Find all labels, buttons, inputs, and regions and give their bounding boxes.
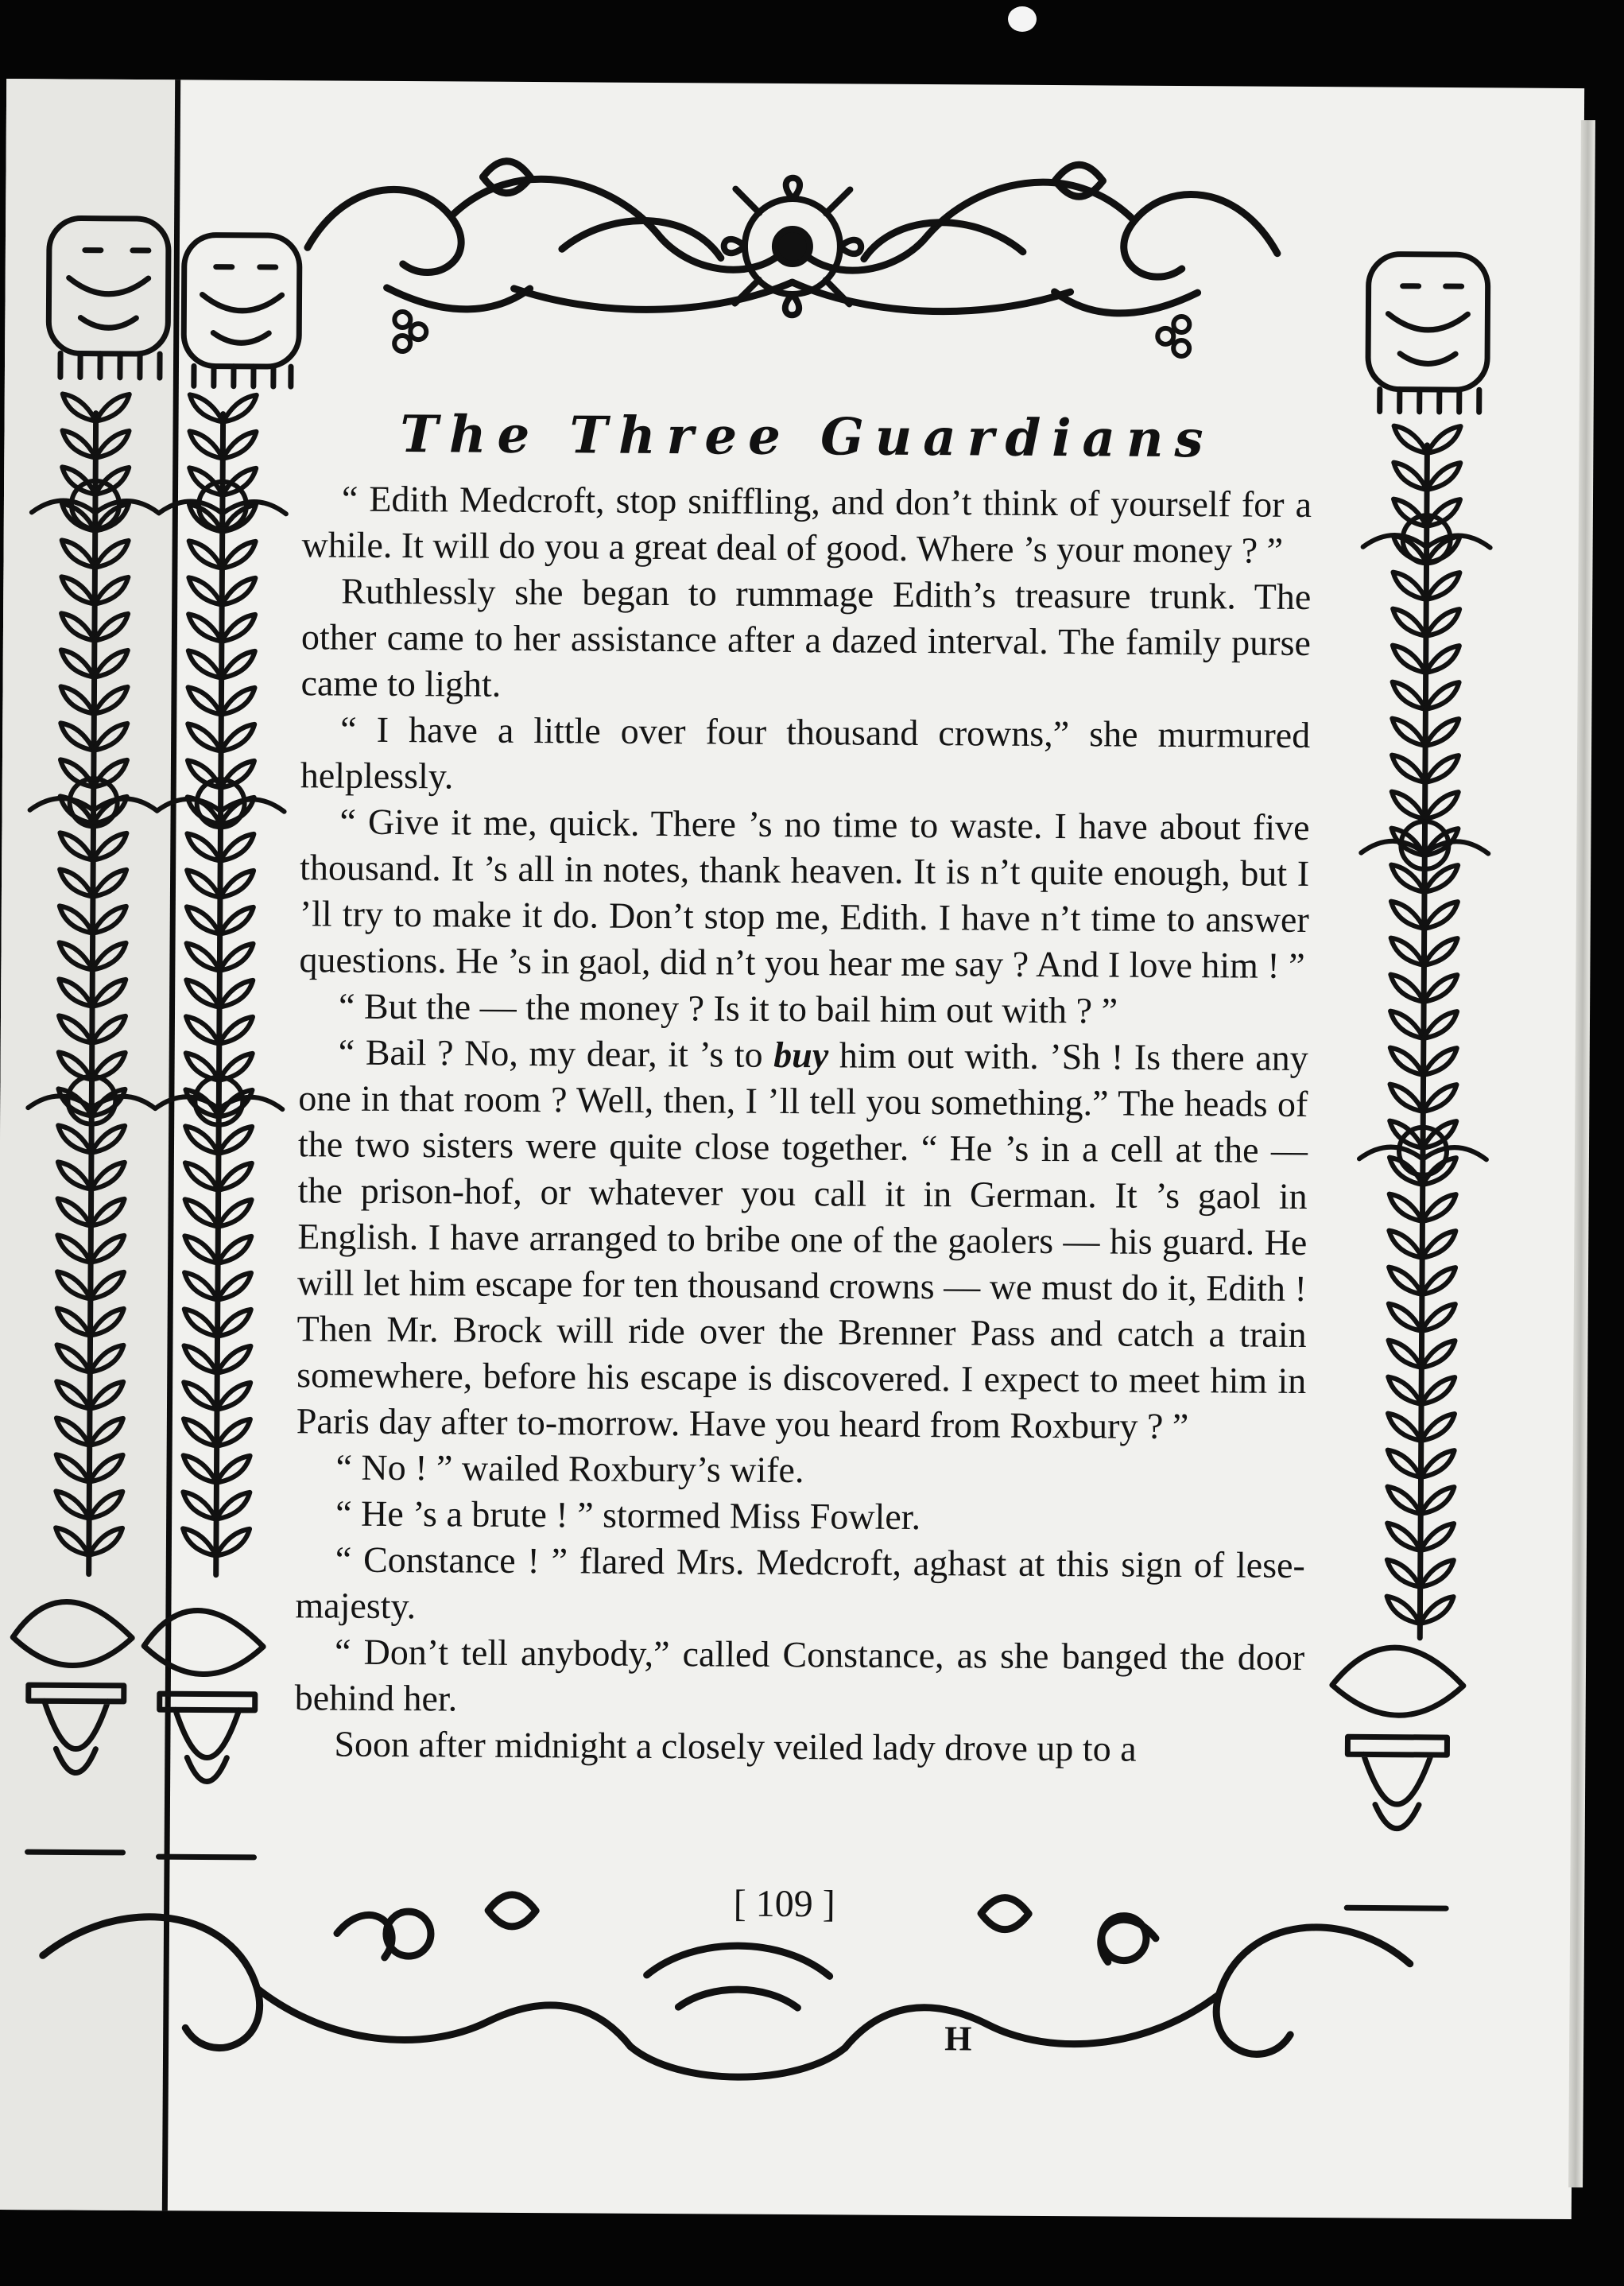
vine-leaf-icon	[90, 1382, 123, 1409]
vine-leaf-icon	[1424, 1048, 1457, 1075]
paragraph-text: him out with. ’Sh ! Is there any one in that room ? Well, then, I ’ll tell you something.” The heads of the two sisters were quite close together. “ He ’s in a cell at the — the prison-hof, or whatever you call it in German. It ’s gaol in English. I have arranged to bribe one of the gaolers — his guard. He will let him escape for ten thousand crowns — we must do it, Edith ! Then Mr. Brock will ride over the Brenner Pass and catch a train somewhere, before his escape is discovered. I expect to meet him in Paris day after to-morrow. Have you heard from Roxbury ? ”	[296, 1034, 1308, 1447]
vine-leaf-icon	[1392, 755, 1425, 782]
vine-leaf-icon	[217, 1419, 250, 1446]
vine-leaf-icon	[187, 906, 220, 933]
vine-leaf-icon	[60, 833, 93, 860]
vine-leaf-icon	[186, 943, 219, 970]
vine-leaf-icon	[186, 1016, 219, 1043]
vine-leaf-icon	[217, 1383, 250, 1410]
vine-leaf-icon	[188, 687, 221, 714]
vine-leaf-icon	[1390, 938, 1424, 965]
vine-leaf-icon	[1421, 1377, 1455, 1404]
vine-leaf-icon	[95, 650, 128, 677]
vine-leaf-icon	[91, 1272, 124, 1299]
running-head: The Three Guardians	[400, 404, 1215, 470]
vine-leaf-icon	[188, 650, 222, 677]
vine-leaf-icon	[1421, 1341, 1455, 1368]
vine-leaf-icon	[93, 833, 126, 860]
vine-leaf-icon	[188, 541, 222, 568]
vine-leaf-icon	[1426, 572, 1459, 600]
vine-leaf-icon	[190, 394, 223, 421]
vine-leaf-icon	[56, 1527, 89, 1554]
vine-leaf-icon	[1424, 1011, 1457, 1038]
vine-leaf-icon	[1388, 1414, 1421, 1441]
ornament-monogram: H	[944, 2019, 972, 2059]
vine-leaf-icon	[56, 1491, 89, 1518]
center-flower-icon	[723, 177, 862, 316]
vine-leaf-icon	[184, 1382, 217, 1409]
vine-leaf-icon	[184, 1236, 218, 1263]
vine-leaf-icon	[186, 980, 219, 1007]
vine-leaf-icon	[59, 942, 92, 969]
vine-leaf-icon	[93, 870, 126, 897]
vine-leaf-icon	[89, 1492, 122, 1519]
emphasized-word: buy	[773, 1034, 829, 1076]
scan-artifact-dot	[1008, 6, 1037, 32]
vine-leaf-icon	[61, 650, 95, 677]
vine-leaf-icon	[1421, 1560, 1454, 1587]
vine-leaf-icon	[222, 541, 255, 569]
vine-leaf-icon	[92, 943, 126, 970]
vine-leaf-icon	[216, 1529, 250, 1556]
vine-leaf-icon	[58, 1125, 91, 1152]
vine-leaf-icon	[219, 1127, 252, 1154]
paragraph: Ruthlessly she began to rummage Edith’s treasure trunk. The other came to her assistance after a dazed interval. The family purse came to light.	[300, 570, 1312, 704]
vine-leaf-icon	[57, 1308, 91, 1335]
paragraph: “ Don’t tell anybody,” called Constance, as she banged the door behind her.	[294, 1631, 1305, 1719]
vine-leaf-icon	[1387, 1450, 1421, 1477]
vine-leaf-icon	[219, 1017, 253, 1044]
vine-leaf-icon	[221, 724, 254, 751]
vine-leaf-icon	[218, 1200, 251, 1227]
vine-leaf-icon	[183, 1455, 216, 1482]
vine-leaf-icon	[91, 1309, 124, 1336]
vine-leaf-icon	[1425, 682, 1459, 709]
vine-leaf-icon	[185, 1126, 219, 1153]
vine-leaf-icon	[57, 1271, 91, 1298]
vine-leaf-icon	[221, 688, 254, 715]
vine-leaf-icon	[61, 613, 95, 640]
vine-leaf-icon	[1422, 1267, 1455, 1294]
vine-leaf-icon	[90, 1419, 123, 1446]
vine-leaf-icon	[1392, 719, 1425, 746]
vine-leaf-icon	[1388, 1377, 1421, 1404]
vine-leaf-icon	[1392, 682, 1425, 709]
vine-leaf-icon	[95, 431, 129, 458]
vine-leaf-icon	[1390, 975, 1424, 1002]
vine-leaf-icon	[189, 431, 223, 458]
vine-leaf-icon	[89, 1455, 122, 1482]
vine-leaf-icon	[218, 1236, 251, 1263]
vine-leaf-icon	[1389, 1231, 1422, 1258]
vine-leaf-icon	[1426, 646, 1459, 673]
vine-leaf-icon	[1425, 755, 1459, 782]
vine-leaf-icon	[1392, 792, 1425, 819]
vine-leaf-icon	[1421, 1414, 1455, 1441]
vine-leaf-icon	[90, 1345, 123, 1372]
vine-leaf-icon	[184, 1345, 217, 1372]
vine-leaf-icon	[184, 1199, 218, 1226]
vine-leaf-icon	[1421, 1487, 1454, 1514]
vine-leaf-icon	[59, 979, 92, 1006]
vine-leaf-icon	[60, 869, 93, 896]
vine-leaf-icon	[188, 724, 221, 751]
vine-leaf-icon	[1424, 938, 1457, 965]
vine-leaf-icon	[188, 577, 222, 604]
book-page	[0, 79, 1584, 2219]
vine-leaf-icon	[184, 1272, 218, 1299]
vine-leaf-icon	[183, 1528, 216, 1555]
vine-leaf-icon	[94, 687, 127, 714]
vine-leaf-icon	[1422, 1304, 1455, 1331]
vine-leaf-icon	[1425, 719, 1459, 746]
vine-leaf-icon	[185, 1162, 219, 1190]
vine-leaf-icon	[57, 1198, 91, 1225]
vine-leaf-icon	[60, 686, 94, 713]
vine-leaf-icon	[60, 723, 94, 750]
paragraph: “ He ’s a brute ! ” stormed Miss Fowler.	[335, 1492, 921, 1538]
vine-leaf-icon	[1424, 902, 1458, 929]
vine-leaf-icon	[59, 1015, 92, 1042]
paragraph: Soon after midnight a closely veiled lady drove up to a	[334, 1723, 1137, 1769]
vine-leaf-icon	[1421, 1523, 1454, 1551]
vine-leaf-icon	[1390, 1048, 1424, 1075]
vine-leaf-icon	[1390, 1085, 1423, 1112]
vine-leaf-icon	[1387, 1487, 1421, 1514]
vine-leaf-icon	[58, 1162, 91, 1189]
vine-leaf-icon	[222, 651, 255, 678]
vine-leaf-icon	[1420, 1597, 1453, 1624]
vine-leaf-icon	[92, 980, 126, 1007]
vine-leaf-icon	[187, 870, 220, 897]
berry-cluster-icon	[394, 312, 1189, 356]
paragraph: “ Constance ! ” flared Mrs. Medcroft, aghast at this sign of lese-majesty.	[295, 1539, 1305, 1627]
vine-leaf-icon	[1388, 1341, 1421, 1368]
vine-leaf-icon	[1389, 1194, 1422, 1221]
vine-leaf-icon	[222, 615, 255, 642]
vine-leaf-icon	[92, 1016, 126, 1043]
vine-leaf-icon	[56, 1345, 90, 1372]
vine-leaf-icon	[1391, 902, 1424, 929]
vine-leaf-icon	[220, 871, 254, 898]
vine-leaf-icon	[57, 1235, 91, 1262]
paragraph: “ Edith Medcroft, stop sniffling, and don’t think of yourself for a while. It will do you a great deal of good. Where ’s your money ? ”	[301, 478, 1312, 571]
vine-leaf-icon	[1389, 1304, 1422, 1331]
vine-leaf-icon	[61, 540, 95, 567]
paragraph	[297, 1029, 1308, 1450]
vine-leaf-icon	[1421, 1450, 1454, 1477]
vine-leaf-icon	[1390, 1011, 1424, 1038]
vine-leaf-icon	[93, 906, 126, 933]
vine-leaf-icon	[218, 1273, 251, 1300]
vine-leaf-icon	[1426, 609, 1459, 636]
vine-leaf-icon	[56, 1381, 90, 1408]
vine-leaf-icon	[91, 1126, 125, 1153]
vine-leaf-icon	[1389, 1267, 1422, 1294]
vine-leaf-icon	[1423, 1085, 1456, 1112]
vine-leaf-icon	[1393, 426, 1427, 453]
paragraph: “ No ! ” wailed Roxbury’s wife.	[335, 1446, 804, 1491]
vine-leaf-icon	[183, 1492, 216, 1519]
vine-leaf-icon	[1387, 1560, 1421, 1587]
vine-leaf-icon	[218, 1310, 251, 1337]
vine-leaf-icon	[96, 394, 130, 421]
body-text	[294, 475, 1312, 1773]
vine-leaf-icon	[219, 1163, 252, 1190]
vine-leaf-icon	[89, 1528, 122, 1555]
vine-leaf-icon	[95, 577, 128, 604]
vine-leaf-icon	[62, 430, 95, 457]
page-text-block	[293, 402, 1312, 1959]
vine-leaf-icon	[216, 1492, 250, 1519]
vine-leaf-icon	[95, 614, 128, 641]
vine-leaf-icon	[219, 944, 253, 971]
vine-leaf-icon	[219, 980, 253, 1007]
vine-leaf-icon	[1427, 463, 1460, 490]
vine-leaf-icon	[56, 1454, 89, 1481]
vine-leaf-icon	[223, 432, 256, 459]
vine-leaf-icon	[188, 614, 222, 641]
vine-leaf-icon	[1393, 463, 1427, 490]
vine-leaf-icon	[1386, 1597, 1420, 1624]
vine-leaf-icon	[95, 541, 128, 568]
vine-leaf-icon	[216, 1456, 250, 1483]
vine-leaf-icon	[1425, 792, 1459, 819]
vine-leaf-icon	[61, 576, 95, 604]
vine-leaf-icon	[1393, 572, 1426, 600]
paragraph: “ But the — the money ? Is it to bail him out with ? ”	[338, 985, 1118, 1031]
vine-leaf-icon	[94, 724, 127, 751]
vine-leaf-icon	[1427, 426, 1460, 453]
vine-leaf-icon	[220, 907, 254, 934]
vine-leaf-icon	[220, 834, 254, 861]
vine-leaf-icon	[63, 394, 96, 421]
vine-leaf-icon	[187, 833, 220, 860]
paragraph: “ Give it me, quick. There ’s no time to waste. I have about five thousand. It ’s all in notes, thank heaven. It is n’t quite enough, but I ’ll try to make it do. Don’t stop me, Edith. I have n’t time to answer questions. He ’s in gaol, did n’t you hear me say ? And I love him ! ”	[299, 801, 1310, 986]
paragraph: “ I have a little over four thousand crowns,” she murmured helplessly.	[300, 708, 1311, 797]
page-number: [ 109 ]	[733, 1882, 835, 1926]
vine-leaf-icon	[1422, 1231, 1455, 1258]
vine-leaf-icon	[217, 1346, 250, 1373]
vine-leaf-icon	[223, 395, 257, 422]
vine-leaf-icon	[56, 1418, 90, 1445]
vine-leaf-icon	[91, 1236, 124, 1263]
vine-leaf-icon	[1387, 1523, 1421, 1551]
vine-leaf-icon	[1393, 646, 1426, 673]
vine-leaf-icon	[1424, 975, 1457, 1002]
vine-leaf-icon	[222, 578, 255, 605]
vine-leaf-icon	[91, 1162, 125, 1190]
paragraph-text: “ Bail ? No, my dear, it ’s to	[338, 1031, 774, 1075]
vine-leaf-icon	[1422, 1194, 1455, 1221]
vine-leaf-icon	[184, 1309, 218, 1336]
vine-leaf-icon	[60, 906, 93, 933]
vine-leaf-icon	[184, 1419, 217, 1446]
vine-leaf-icon	[1393, 609, 1426, 636]
vine-leaf-icon	[91, 1199, 124, 1226]
